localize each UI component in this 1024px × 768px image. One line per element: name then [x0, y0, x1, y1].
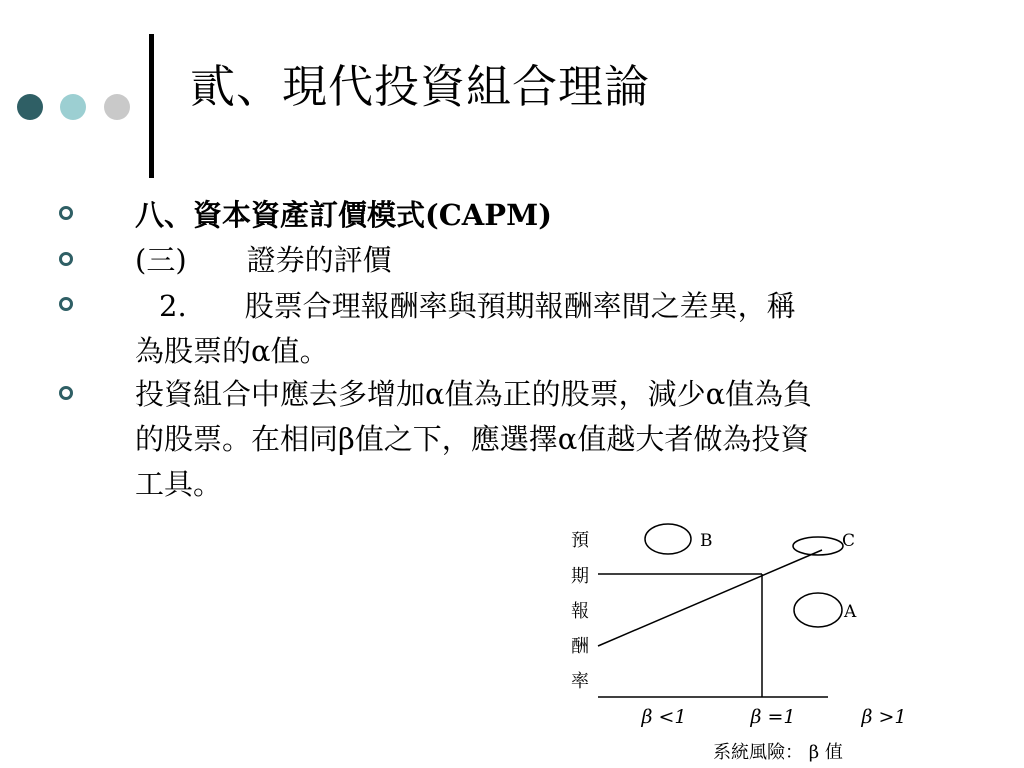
y-label-char-2: 期: [571, 566, 589, 587]
decor-dot-dark: [17, 94, 43, 120]
y-label-char-3: 報: [571, 601, 589, 622]
bullet-3-prefix: 2.: [159, 289, 187, 323]
bullet-2-text: 證券的評價: [246, 243, 392, 277]
bullet-marker-icon: [59, 386, 73, 400]
title-divider: [149, 34, 154, 178]
y-label-char-5: 率: [571, 671, 589, 692]
bullet-1-text: 八、資本資產訂價模式(CAPM): [135, 198, 552, 232]
bullet-2-line: [135, 238, 392, 279]
x-tick-beta-less: β <1: [641, 706, 687, 728]
y-label-char-1: 預: [571, 530, 589, 551]
bullet-4-text-line1: 投資組合中應去多增加α值為正的股票，減少α值為負: [135, 377, 813, 411]
security-market-line: [598, 550, 822, 646]
bullet-4-text-line2: 的股票。在相同β值之下，應選擇α值越大者做為投資: [135, 422, 810, 456]
decor-dot-light: [60, 94, 86, 120]
slide-title: 貳、現代投資組合理論: [190, 60, 651, 113]
bullet-3-text-line2: 為股票的α值。: [135, 334, 329, 368]
point-b-label: B: [700, 531, 713, 551]
decor-dot-gray: [104, 94, 130, 120]
point-c-label: C: [842, 531, 856, 551]
bullet-marker-icon: [59, 206, 73, 220]
x-tick-beta-greater: β >1: [861, 706, 907, 728]
point-a-ellipse: [794, 593, 842, 627]
point-a-label: A: [844, 602, 857, 622]
y-label-char-4: 酬: [571, 636, 589, 657]
capm-diagram: [560, 520, 920, 765]
bullet-3-line1: [135, 284, 796, 325]
bullet-3-text-line1: 股票合理報酬率與預期報酬率間之差異，稱: [244, 289, 796, 323]
bullet-4-text-line3: 工具。: [135, 467, 223, 501]
x-axis-label: 系統風險： β 值: [713, 742, 843, 763]
bullet-marker-icon: [59, 297, 73, 311]
x-tick-beta-equal: β =1: [750, 706, 796, 728]
point-b-ellipse: [645, 524, 691, 554]
bullet-2-prefix: (三): [135, 243, 187, 277]
bullet-marker-icon: [59, 252, 73, 266]
